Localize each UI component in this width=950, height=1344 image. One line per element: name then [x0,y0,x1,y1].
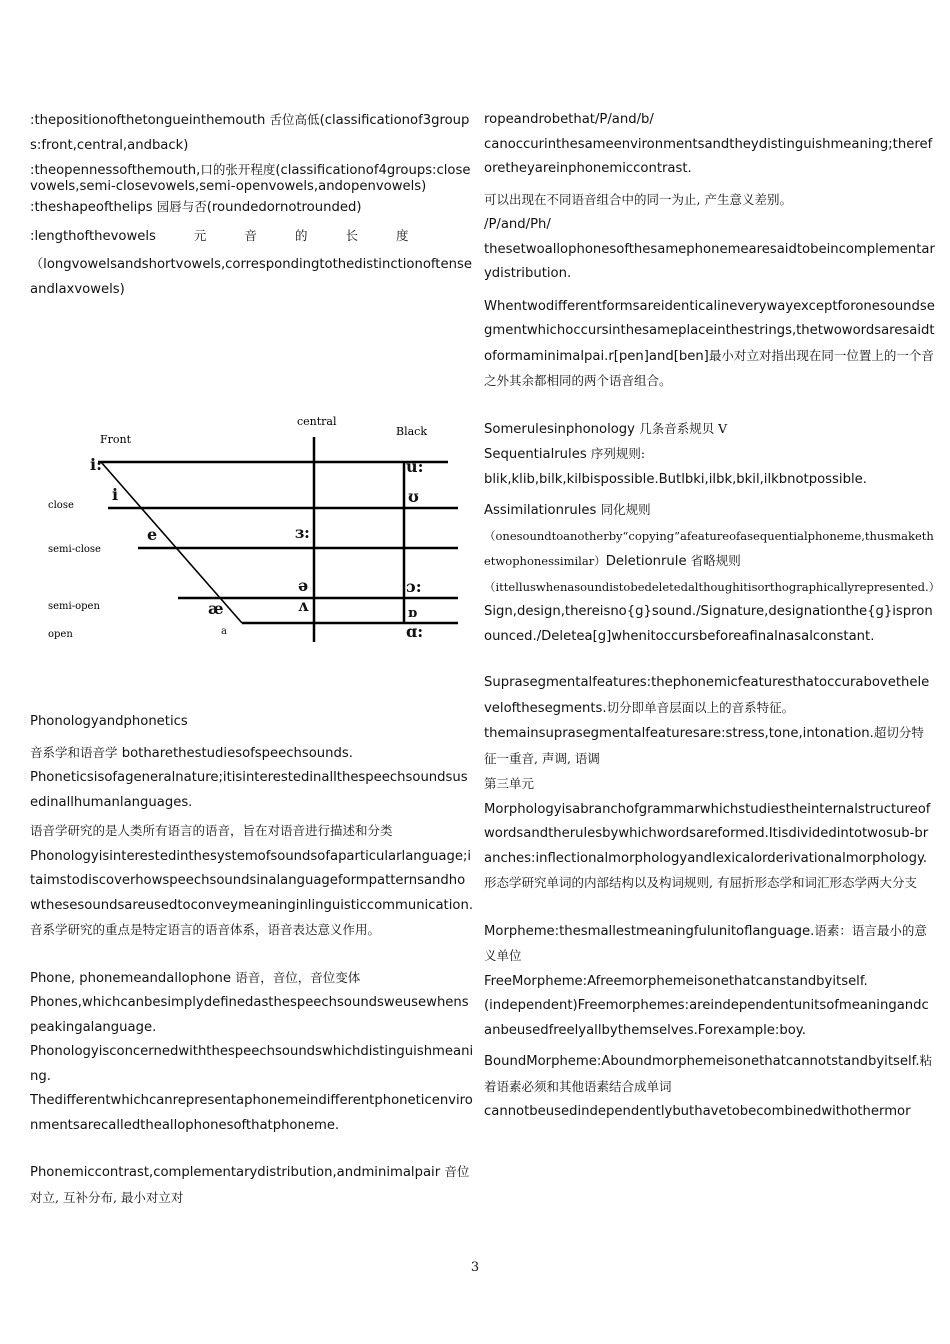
openness-line [30,162,475,195]
text-en: (roundedornotrounded) [206,200,362,215]
lip-shape-line [30,195,475,221]
vowel-i-short: i [112,485,119,504]
minimal-pair-text [484,295,936,395]
page-number: 3 [470,1260,480,1275]
free-morpheme-1: FreeMorpheme:Afreemorphemeisonethatcanstandbyitself. [484,973,868,989]
vowel-u-short: ʊ [408,487,419,506]
text-zh: 口的张开程度 [200,162,276,177]
left-column [30,108,475,302]
phone-heading [30,966,475,992]
bound-morpheme [484,1049,936,1100]
phonology-definition: Phonologyisinterestedinthesystemofsoundsofaparticularlanguage;itaimstodiscoverhowspeechsoundsinalanguageformpatternsandhowthesesoundsareusedtoconveymeaninginlinguisticcommunication. [30,848,474,913]
vowel-ae: æ [208,599,224,618]
vowel-wedge: ʌ [298,596,309,615]
vowel-chart [40,412,465,642]
right-column [484,108,941,1125]
text-zh: 音系学研究的重点是特定语言的语音体系，语音表达意义作用。 [30,922,381,937]
tongue-position-line [30,108,475,158]
morpheme-definition [484,919,936,970]
text-en: Deletionrule [605,554,691,569]
left-column-lower [30,710,475,1211]
bound-morpheme-2: cannotbeusedindependentlybuthavetobecombinedwithothermor [484,1104,911,1119]
text-en: themainsuprasegmentalfeaturesare:stress,tone,intonation. [484,726,874,741]
text-zh: 几条音系规贝 V [639,420,728,436]
text-zh: 粘着语素必须和其他语素结合成单词 [484,1053,933,1094]
contrast-heading [30,1160,475,1211]
vowel-open-o: ɒ [408,606,418,621]
text-en: botharethestudiesofspeechsounds. [117,745,353,761]
complementary-text: thesetwoallophonesofthesamephonemearesaidtobeincomplementarydistribution. [484,241,935,281]
text-zh: 同化规则 [600,502,651,517]
text-zh: 语素：语言最小的意义单位 [484,922,927,963]
text-en: BoundMorpheme:Aboundmorphemeisonethatcannotstandbyitself. [484,1054,920,1069]
text-en: Sign,design,thereisno{g}sound./Signature,designationthe{g}ispronounced./Deletea[g]whenitoccursbeforeafinalnasalconstant. [484,604,933,644]
text-en: Whentwodifferentformsareidenticalineverywayexceptforonesoundsegmentwhichoccursinthesameplaceinthestrings,thetwowordsaresaidtoformaminimalpai.r[pen]and[ben] [484,298,935,364]
text-en: Phone, phonemeandallophone [30,970,236,986]
assimilation-rules [484,498,936,524]
free-morpheme-2: (independent)Freemorphemes:areindependentunitsofmeaningandcanbeusedfreelyallbythemselves.Forexample:boy. [484,998,929,1038]
suprasegmental-text [484,671,936,721]
text-en: Phonemiccontrast,complementarydistribution,andminimalpair [30,1165,445,1180]
phonology-concern: Phonologyisconcernedwiththespeechsoundswhichdistinguishmeaning. [30,1044,474,1084]
text-zh: 切分即单音层面以上的音系特征。 [606,699,795,715]
text-en: Somerulesinphonology [484,421,640,437]
deletion-detail [484,575,941,650]
text-zh: 第三单元 [484,776,535,791]
phonology-zh [30,918,475,944]
text-zh: （ittelluswhenasoundistobedeletedalthoughitisorthographicallyrepresented.） [484,579,941,594]
text-zh: 序列规则: [590,446,646,461]
sequential-example: blik,klib,bilk,kilbispossible.Butlbki,ilbk,bkil,ilkbnotpossible. [484,471,867,487]
phonetics-definition: Phoneticsisofageneralnature;itisinterestedinallthespeechsoundsusedinallhumanlanguages. [30,770,468,810]
row-label-close: close [48,500,74,511]
text-zh: （onesoundtoanotherby“copying”afeatureofasequentialphoneme,thusmakethetwophonessimilar） [484,528,934,568]
text-zh: 超切分特征一重音, 声调, 语调 [484,725,924,766]
text-en: Assimilationrules [484,503,601,518]
row-label-semi-close: semi-close [48,544,101,555]
phonology-intro [30,741,475,767]
text-zh: 音系学和语音学 [30,744,118,760]
text-en: (classificationof4groups:closevowels,semi-closevowels,semi-openvowels,andopenvowels) [30,163,471,194]
contrast-zh [484,188,936,214]
text-zh: 最小对立对指出现在同一位置上的一个音之外其余都相同的两个语音组合。 [484,347,934,388]
row-label-open: open [48,629,73,640]
text-zh: 省略规则 [690,553,741,568]
text-zh: 园唇与否 [156,199,207,214]
text-zh-char: 长 [345,227,358,243]
text-en: Sequentialrules [484,447,591,462]
text-en: :lengthofthevowels [30,228,156,244]
vowel-schwa-long: ɜ: [295,523,310,542]
header-central: central [297,415,337,428]
text-zh-char: 元 [193,227,207,243]
rules-heading [484,417,936,443]
sequential-rules [484,442,936,468]
header-front: Front [100,433,132,446]
header-back: Black [396,425,427,438]
rope-robe-line: ropeandrobethat/P/and/b/ [484,112,654,127]
vowel-e: e [147,525,158,544]
text-zh: 形态学研究单词的内部结构以及构词规则, 有屈折形态学和词汇形态学两大分支 [484,875,917,890]
vowel-schwa: ə [298,576,309,595]
morphology-zh [484,871,936,897]
text-zh: 可以出现在不同语音组合中的同一为止, 产生意义差别。 [484,191,792,207]
text-en: Suprasegmentalfeatures:thephonemicfeaturesthatoccurabovethelevelofthesegments. [484,675,930,716]
phones-definition: Phones,whichcanbesimplydefinedasthespeechsoundsweusewhenspeakingalanguage. [30,995,469,1035]
text-en: :theshapeofthelips [30,200,157,215]
text-zh: 舌位高低 [269,112,320,127]
unit-three-heading [484,772,936,798]
vowel-a-small: a [221,626,227,637]
text-zh-char: 度 [395,227,409,243]
text-zh-char: 音 [244,227,257,243]
phonetics-zh [30,819,475,845]
text-zh-char: 的 [294,227,308,243]
vowel-a-long: ɑ: [406,622,424,641]
vowel-length-detail [30,253,475,302]
text-en: :theopennessofthemouth, [30,163,201,178]
text-en: :thepositionofthetongueinthemouth [30,113,270,128]
text-zh: 语音学研究的是人类所有语言的语音，旨在对语音进行描述和分类 [30,823,393,838]
vowel-i-long: i: [90,455,102,474]
text-en: Morpheme:thesmallestmeaningfulunitoflanguage. [484,923,815,939]
vowel-open-o-long: ɔ: [406,577,422,596]
text-en: （longvowelsandshortvowels,correspondingtothedistinctionoftenseandlaxvowels) [30,257,472,297]
text-en: (classificationof3groups:front,central,andback) [30,113,470,153]
suprasegmental-main [484,721,936,772]
vowel-u-long: u: [406,457,424,476]
p-ph-line: /P/and/Ph/ [484,217,551,232]
allophones-definition: Thedifferentwhichcanrepresentaphonemeindifferentphoneticenvironmentsarecalledtheallophonesofthatphoneme. [30,1093,473,1133]
phonology-heading: Phonologyandphonetics [30,714,188,729]
text-zh: 语音，音位，音位变体 [235,969,361,985]
phonemic-contrast-text: canoccurinthesameenvironmentsandtheydistinguishmeaning;thereforetheyareinphonemiccontrast. [484,136,933,176]
morphology-definition: Morphologyisabranchofgrammarwhichstudiestheinternalstructureofwordsandtherulesbywhichwordsareformed.Itisdividedintotwosub-branches:inflectionalmorphologyandlexicalorderivationalmorphology. [484,801,931,866]
row-label-semi-open: semi-open [48,601,100,612]
vowel-length-line [30,224,475,250]
assimilation-detail [484,524,936,575]
text-zh: 音位对立, 互补分布, 最小对立对 [30,1164,470,1205]
text-zh [156,228,409,243]
